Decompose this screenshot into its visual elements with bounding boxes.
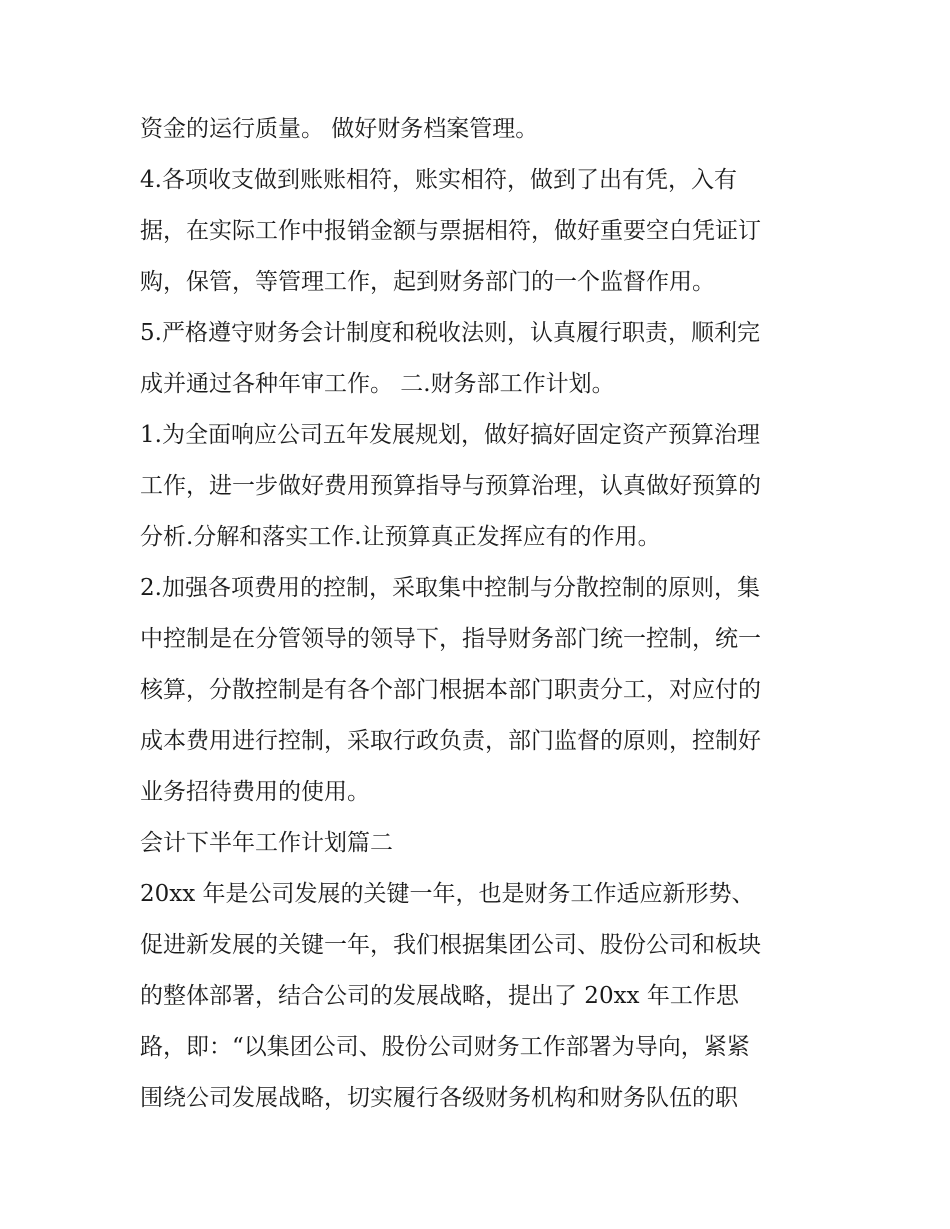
text-line: 2.加强各项费用的控制，采取集中控制与分散控制的原则，集 <box>140 575 760 601</box>
section-heading: 会计下半年工作计划篇二 <box>140 830 393 856</box>
text-line: 中控制是在分管领导的领导下，指导财务部门统一控制，统一 <box>140 626 761 652</box>
text-line: 据，在实际工作中报销金额与票据相符，做好重要空白凭证订 <box>140 218 761 244</box>
text-line: 20xx 年是公司发展的关键一年，也是财务工作适应新形势、 <box>140 881 755 907</box>
text-line: 促进新发展的关键一年，我们根据集团公司、股份公司和板块 <box>140 932 761 958</box>
text-line: 分析.分解和落实工作.让预算真正发挥应有的作用。 <box>140 524 661 550</box>
text-line: 购，保管，等管理工作，起到财务部门的一个监督作用。 <box>140 269 715 295</box>
text-line: 围绕公司发展战略，切实履行各级财务机构和财务队伍的职 <box>140 1085 738 1111</box>
text-line: 成并通过各种年审工作。 二.财务部工作计划。 <box>140 371 615 397</box>
text-line: 资金的运行质量。 做好财务档案管理。 <box>140 116 539 142</box>
text-line: 4.各项收支做到账账相符，账实相符，做到了出有凭，入有 <box>140 167 737 193</box>
text-line: 成本费用进行控制，采取行政负责，部门监督的原则，控制好 <box>140 728 761 754</box>
text-line: 工作，进一步做好费用预算指导与预算治理，认真做好预算的 <box>140 473 761 499</box>
text-line: 路，即：“以集团公司、股份公司财务工作部署为导向，紧紧 <box>140 1034 750 1060</box>
text-line: 1.为全面响应公司五年发展规划，做好搞好固定资产预算治理 <box>140 422 760 448</box>
text-line: 5.严格遵守财务会计制度和税收法则，认真履行职责，顺利完 <box>140 320 760 346</box>
text-line: 的整体部署，结合公司的发展战略，提出了 20xx 年工作思 <box>140 983 739 1009</box>
text-line: 核算，分散控制是有各个部门根据本部门职责分工，对应付的 <box>140 677 761 703</box>
text-line: 业务招待费用的使用。 <box>140 779 370 805</box>
document-body <box>140 104 830 1124</box>
